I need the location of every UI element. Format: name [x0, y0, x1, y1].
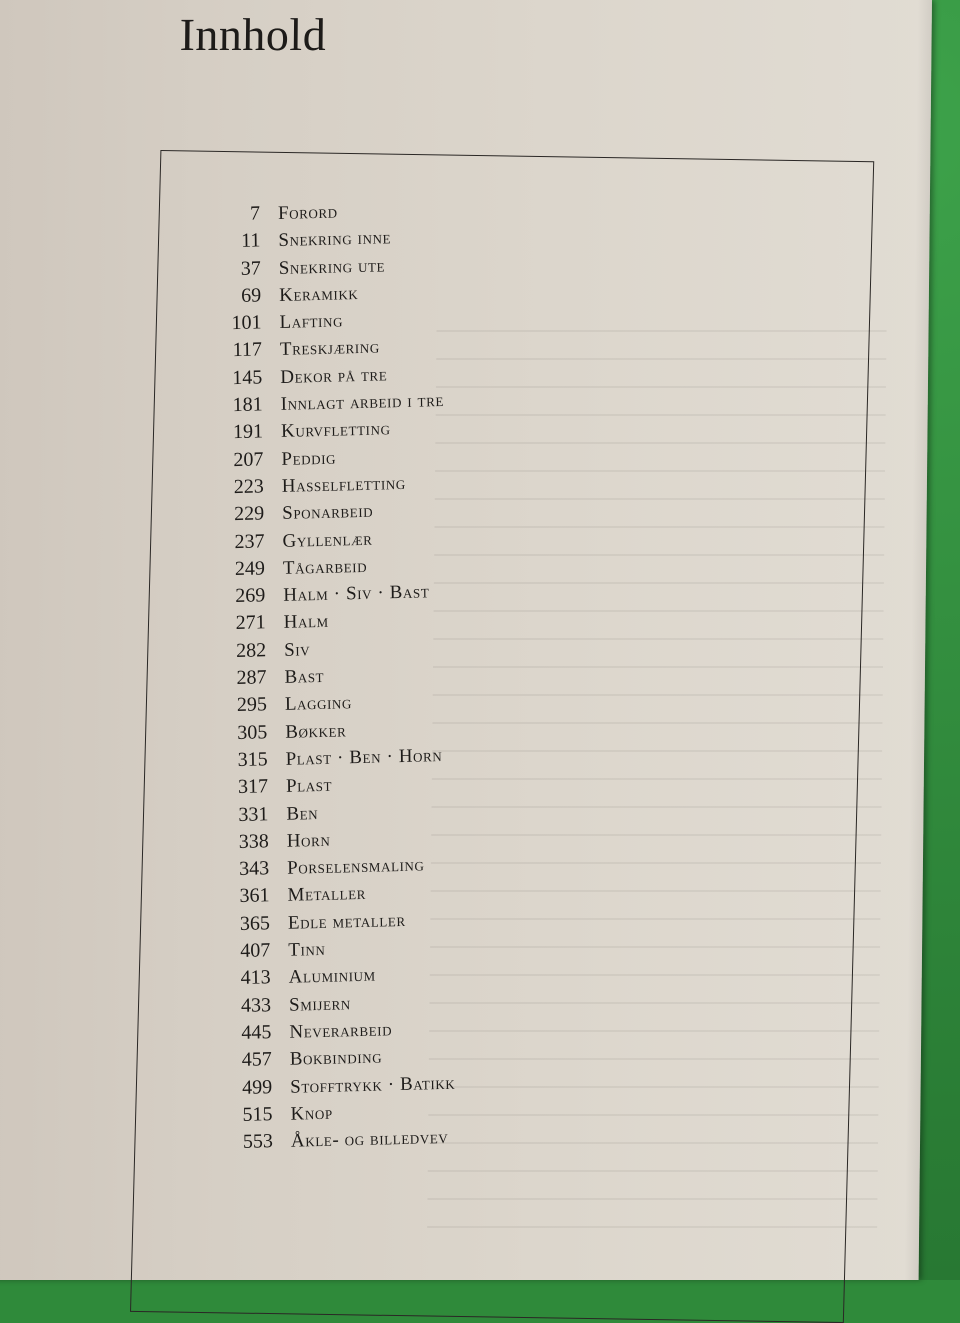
toc-page-number: 69: [241, 284, 262, 307]
toc-chapter-title: Åkle- og billedvev: [290, 1126, 449, 1152]
toc-page-number: 365: [239, 911, 271, 935]
toc-page-number: 117: [232, 338, 263, 362]
toc-page-number: 282: [235, 639, 267, 662]
toc-chapter-title: Lafting: [279, 310, 344, 334]
toc-page-number: 553: [242, 1130, 274, 1153]
toc-chapter-title: Bast: [284, 665, 325, 688]
table-of-contents: [196, 191, 729, 1159]
toc-page-number: 343: [239, 857, 270, 881]
toc-page-number: 331: [238, 802, 269, 826]
toc-page-number: 229: [234, 502, 265, 526]
toc-chapter-title: Treskjæring: [279, 337, 380, 361]
toc-page-number: 269: [235, 584, 266, 608]
toc-page-number: 181: [232, 393, 263, 417]
toc-page-number: 361: [239, 884, 270, 908]
toc-chapter-title: Edle metaller: [287, 909, 406, 934]
toc-chapter-title: Siv: [283, 638, 311, 661]
toc-chapter-title: Plast: [285, 774, 333, 798]
toc-page-number: 101: [231, 311, 262, 335]
toc-page-number: 249: [234, 557, 266, 580]
toc-chapter-title: Aluminium: [288, 964, 376, 989]
toc-chapter-title: Snekring inne: [278, 227, 392, 252]
toc-chapter-title: Hasselfletting: [281, 472, 406, 497]
toc-page-number: 305: [237, 720, 268, 744]
page-title: Innhold: [179, 9, 327, 60]
toc-chapter-title: Peddig: [281, 447, 337, 470]
toc-page-number: 499: [242, 1075, 273, 1099]
toc-chapter-title: Ben: [286, 802, 319, 825]
toc-page-number: 191: [232, 420, 264, 444]
toc-chapter-title: Tågarbeid: [282, 555, 368, 579]
toc-page-number: 338: [238, 830, 269, 853]
toc-page-number: 7: [249, 202, 261, 225]
toc-page-number: 223: [233, 475, 264, 499]
toc-page-number: 295: [236, 693, 268, 717]
toc-chapter-title: Tinn: [288, 938, 326, 961]
toc-chapter-title: Innlagt arbeid i tre: [280, 390, 445, 416]
toc-page-number: 271: [235, 611, 266, 635]
toc-page-number: 413: [240, 966, 271, 990]
toc-page-number: 37: [240, 257, 261, 280]
toc-chapter-title: Lagging: [284, 692, 353, 716]
toc-page-number: 315: [237, 748, 268, 771]
toc-page-number: 457: [241, 1048, 272, 1072]
toc-chapter-title: Keramikk: [279, 282, 359, 306]
toc-page-number: 445: [241, 1021, 272, 1044]
toc-chapter-title: Kurvfletting: [280, 418, 391, 443]
toc-chapter-title: Plast · Ben · Horn: [285, 744, 443, 770]
toc-page-number: 515: [242, 1102, 273, 1126]
toc-chapter-title: Gyllenlær: [282, 528, 373, 552]
toc-page-number: 317: [237, 775, 269, 799]
toc-chapter-title: Snekring ute: [278, 254, 386, 279]
toc-chapter-title: Halm · Siv · Bast: [283, 581, 430, 607]
toc-chapter-title: Stofftrykk · Batikk: [290, 1072, 456, 1098]
toc-chapter-title: Smijern: [288, 992, 351, 1016]
toc-page-number: 287: [236, 666, 267, 690]
toc-chapter-title: Horn: [286, 829, 331, 852]
toc-page-number: 207: [233, 448, 264, 471]
toc-chapter-title: Dekor på tre: [280, 364, 388, 388]
toc-chapter-title: Halm: [283, 611, 329, 634]
toc-chapter-title: Neverarbeid: [289, 1019, 393, 1043]
toc-chapter-title: Metaller: [287, 883, 367, 907]
toc-chapter-title: Knop: [290, 1102, 333, 1125]
toc-chapter-title: Sponarbeid: [282, 500, 374, 525]
toc-page-number: 433: [240, 993, 272, 1017]
toc-chapter-title: Forord: [277, 201, 338, 224]
toc-page-number: 145: [232, 366, 263, 389]
toc-page-number: 237: [234, 529, 265, 553]
toc-page-number: 407: [240, 939, 271, 962]
toc-chapter-title: Porselensmaling: [287, 854, 425, 879]
toc-chapter-title: Bøkker: [285, 719, 347, 743]
toc-page-number: 11: [240, 229, 261, 253]
toc-chapter-title: Bokbinding: [289, 1046, 383, 1070]
